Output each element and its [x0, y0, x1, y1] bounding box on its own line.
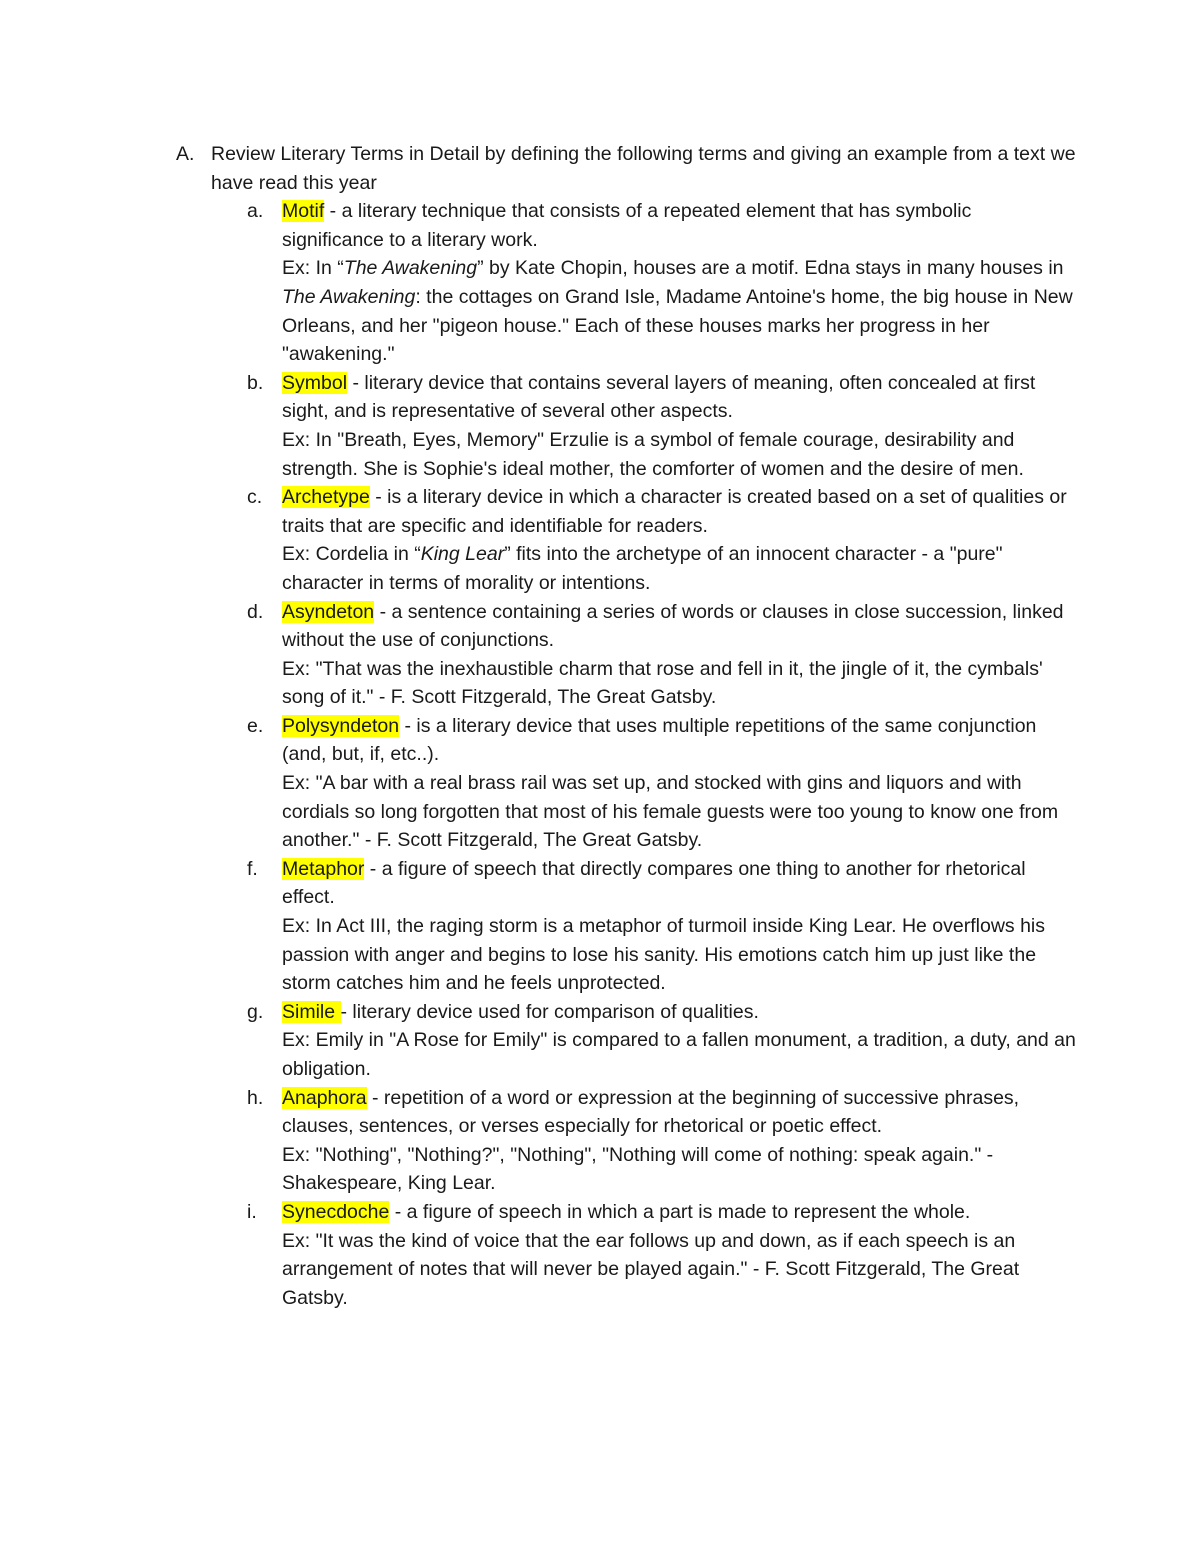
example-title-italic: The Awakening: [282, 285, 416, 308]
term-marker: i.: [247, 1200, 257, 1223]
term-definition: - literary device used for comparison of qualities.: [340, 1000, 759, 1023]
term-item: [176, 483, 1076, 597]
term-definition-line: [282, 855, 1076, 912]
term-name: Synecdoche: [282, 1200, 390, 1223]
term-definition-line: [282, 483, 1076, 540]
section-a: [176, 140, 1076, 1312]
term-marker: e.: [247, 714, 264, 737]
example-text: : the cottages on Grand Isle, Madame Antoine's home, the big house in New Orleans, and her "pigeon house." Each of these houses marks her progress in her "awakening.": [282, 285, 1073, 366]
term-list: [176, 197, 1076, 1312]
term-name: Motif: [282, 200, 325, 223]
term-definition: - a sentence containing a series of words or clauses in close succession, linked without the use of conjunctions.: [282, 600, 1064, 652]
term-marker: f.: [247, 857, 258, 880]
example-text: Ex: "A bar with a real brass rail was set up, and stocked with gins and liquors and with cordials so long forgotten that most of his female guests were too young to know one from another." - F. Scott Fitzgerald, The Great Gatsby.: [282, 772, 1059, 852]
term-name: Simile: [282, 1000, 341, 1023]
term-example: [282, 254, 1076, 368]
term-item: [176, 998, 1076, 1084]
term-name: Archetype: [282, 486, 370, 509]
term-definition-line: [282, 998, 1076, 1027]
example-text: Ex: In Act III, the raging storm is a metaphor of turmoil inside King Lear. He overflows his passion with anger and begins to lose his sanity. His emotions catch him up just like the storm catches him and he feels unprotected.: [282, 915, 1046, 995]
term-definition-line: [282, 598, 1076, 655]
term-item: [176, 369, 1076, 483]
term-definition: - a literary technique that consists of a repeated element that has symbolic significance to a literary work.: [282, 200, 972, 251]
example-text: ” by Kate Chopin, houses are a motif. Edna stays in many houses in: [477, 257, 1064, 280]
term-marker: h.: [247, 1086, 264, 1109]
term-item: [176, 855, 1076, 998]
term-definition: - literary device that contains several layers of meaning, often concealed at first sight, and is representative of several other aspects.: [282, 371, 1036, 423]
term-name: Anaphora: [282, 1086, 367, 1109]
term-example: [282, 769, 1076, 855]
section-heading: [176, 140, 1076, 197]
example-text: Ex: "It was the kind of voice that the ear follows up and down, as if each speech is an arrangement of notes that will never be played again." - F. Scott Fitzgerald, The Great Gatsby.: [282, 1229, 1020, 1309]
term-definition-line: [282, 197, 1076, 254]
term-example: [282, 655, 1076, 712]
example-text: ” fits into the archetype of an innocent character - a "pure" character in terms of morality or intentions.: [282, 543, 1003, 594]
term-name: Metaphor: [282, 857, 365, 880]
example-text: Ex: Emily in "A Rose for Emily" is compared to a fallen monument, a tradition, a duty, and an obligation.: [282, 1029, 1076, 1080]
term-marker: a.: [247, 200, 264, 223]
term-example: [282, 1227, 1076, 1313]
term-definition: - a figure of speech that directly compares one thing to another for rhetorical effect.: [282, 857, 1026, 909]
example-text: Ex: In “: [282, 257, 344, 280]
section-heading-text: Review Literary Terms in Detail by defining the following terms and giving an example from a text we have read this year: [211, 143, 1076, 194]
example-text: Ex: Cordelia in “: [282, 543, 421, 566]
term-name: Symbol: [282, 371, 348, 394]
term-item: [176, 712, 1076, 855]
term-definition: - a figure of speech in which a part is made to represent the whole.: [389, 1200, 971, 1223]
term-example: [282, 912, 1076, 998]
example-text: Ex: "That was the inexhaustible charm that rose and fell in it, the jingle of it, the cymbals' song of it." - F. Scott Fitzgerald, The Great Gatsby.: [282, 657, 1043, 709]
example-text: Ex: In "Breath, Eyes, Memory" Erzulie is a symbol of female courage, desirability and strength. She is Sophie's ideal mother, the comforter of women and the desire of men.: [282, 428, 1024, 480]
term-name: Polysyndeton: [282, 714, 400, 737]
term-marker: c.: [247, 486, 263, 509]
term-definition-line: [282, 1084, 1076, 1141]
term-definition-line: [282, 712, 1076, 769]
section-marker: A.: [176, 143, 195, 165]
term-marker: g.: [247, 1000, 264, 1023]
term-marker: d.: [247, 600, 264, 623]
term-definition: - repetition of a word or expression at the beginning of successive phrases, clauses, sentences, or verses especially for rhetorical or poetic effect.: [282, 1086, 1020, 1138]
term-item: [176, 1198, 1076, 1312]
term-example: [282, 540, 1076, 597]
term-example: [282, 1026, 1076, 1083]
term-definition: - is a literary device that uses multiple repetitions of the same conjunction (and, but, if, etc..).: [282, 714, 1037, 766]
term-example: [282, 426, 1076, 483]
example-title-italic: King Lear: [420, 543, 505, 566]
term-example: [282, 1141, 1076, 1198]
term-marker: b.: [247, 371, 264, 394]
term-name: Asyndeton: [282, 600, 375, 623]
example-title-italic: The Awakening: [343, 257, 478, 280]
term-definition-line: [282, 1198, 1076, 1227]
term-item: [176, 1084, 1076, 1198]
example-text: Ex: "Nothing", "Nothing?", "Nothing", "Nothing will come of nothing: speak again." - Shakespeare, King Lear.: [282, 1143, 994, 1195]
term-item: [176, 197, 1076, 369]
term-definition: - is a literary device in which a character is created based on a set of qualities or traits that are specific and identifiable for readers.: [282, 486, 1067, 537]
term-definition-line: [282, 369, 1076, 426]
term-item: [176, 598, 1076, 712]
